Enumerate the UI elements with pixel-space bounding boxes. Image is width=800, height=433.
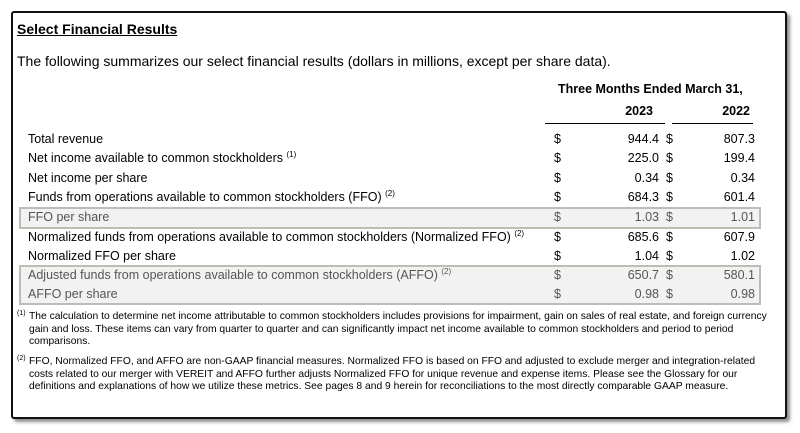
footnote-ref: (2) <box>441 267 452 276</box>
row-label: FFO per share <box>28 210 110 224</box>
footnote-mark: (1) <box>17 310 26 317</box>
value-2022: 601.4 <box>723 190 755 204</box>
footnote-text: FFO, Normalized FFO, and AFFO are non-GAAP financial measures. Normalized FFO is based on FFO and adjusted to exclude merger and integration-related costs related to our merger with VEREIT and AFFO further adjusts Normalized FFO for unique revenue and expense items. Please see the Glossary for our definitions and explanations of how we utilize these metrics. See pages 8 and 9 herein for reconciliations to the most directly comparable GAAP measure. <box>29 356 756 392</box>
table-row <box>21 247 761 265</box>
table-row-highlighted <box>21 266 761 284</box>
currency-symbol: $ <box>554 151 561 165</box>
footnote-ref: (2) <box>385 189 395 198</box>
value-2022: 0.34 <box>730 171 755 185</box>
footnote-ref: (1) <box>286 150 297 159</box>
section-title: Select Financial Results <box>17 21 178 37</box>
value-2023: 684.3 <box>627 190 659 204</box>
value-2023: 685.6 <box>627 230 659 244</box>
currency-symbol: $ <box>666 210 673 224</box>
value-2023: 944.4 <box>627 132 659 146</box>
period-header: Three Months Ended March 31, <box>558 82 743 96</box>
year-underline <box>545 123 665 124</box>
footnote-2 <box>17 356 767 394</box>
currency-symbol: $ <box>666 230 673 244</box>
table-row <box>21 130 761 148</box>
currency-symbol: $ <box>554 287 561 301</box>
table-row <box>21 169 761 187</box>
value-2022: 580.1 <box>723 268 755 282</box>
year-header-2022: 2022 <box>722 104 750 118</box>
value-2022: 199.4 <box>723 151 755 165</box>
currency-symbol: $ <box>554 171 561 185</box>
row-label: AFFO per share <box>28 287 118 301</box>
row-label: Net income available to common stockholders $^{(1)}$ <box>28 150 297 165</box>
currency-symbol: $ <box>554 210 561 224</box>
currency-symbol: $ <box>666 268 673 282</box>
currency-symbol: $ <box>666 249 673 263</box>
table-row <box>21 188 761 206</box>
row-label: Funds from operations available to common stockholders (FFO) $^{(2)}$ <box>28 189 395 204</box>
value-2023: 0.98 <box>634 287 659 301</box>
table-row <box>21 149 761 167</box>
currency-symbol: $ <box>554 230 561 244</box>
value-2023: 225.0 <box>627 151 659 165</box>
currency-symbol: $ <box>554 268 561 282</box>
currency-symbol: $ <box>666 190 673 204</box>
value-2022: 807.3 <box>723 132 755 146</box>
currency-symbol: $ <box>554 190 561 204</box>
currency-symbol: $ <box>554 132 561 146</box>
value-2022: 1.01 <box>730 210 755 224</box>
row-label: Total revenue <box>28 132 104 146</box>
footnote-mark: (2) <box>17 355 26 362</box>
value-2023: 0.34 <box>634 171 659 185</box>
currency-symbol: $ <box>554 249 561 263</box>
currency-symbol: $ <box>666 132 673 146</box>
footnote-ref: (2) <box>514 229 525 238</box>
table-row-highlighted <box>21 285 761 303</box>
value-2023: 1.04 <box>634 249 659 263</box>
value-2022: 0.98 <box>730 287 755 301</box>
year-underline <box>672 123 753 124</box>
footnote-1 <box>17 311 767 349</box>
currency-symbol: $ <box>666 151 673 165</box>
table-row <box>21 228 761 246</box>
year-header-2023: 2023 <box>625 104 653 118</box>
row-label: Net income per share <box>28 171 148 185</box>
row-label: Adjusted funds from operations available to common stockholders (AFFO) $^{(2)}$ <box>28 267 452 282</box>
currency-symbol: $ <box>666 287 673 301</box>
intro-text: The following summarizes our select financial results (dollars in millions, except per share data). <box>17 53 611 69</box>
row-label: Normalized funds from operations available to common stockholders (Normalized FFO) $^{(2)}$ <box>28 229 525 244</box>
value-2023: 1.03 <box>634 210 659 224</box>
footnote-text: The calculation to determine net income attributable to common stockholders includes provisions for impairment, gain on sales of real estate, and foreign currency gain and loss. These items can vary from quarter to quarter and can significantly impact net income available to common stockholders and period to period comparisons. <box>29 311 767 347</box>
table-row-highlighted <box>19 207 761 229</box>
row-label: Normalized FFO per share <box>28 249 176 263</box>
currency-symbol: $ <box>666 171 673 185</box>
value-2023: 650.7 <box>627 268 659 282</box>
value-2022: 607.9 <box>723 230 755 244</box>
value-2022: 1.02 <box>730 249 755 263</box>
